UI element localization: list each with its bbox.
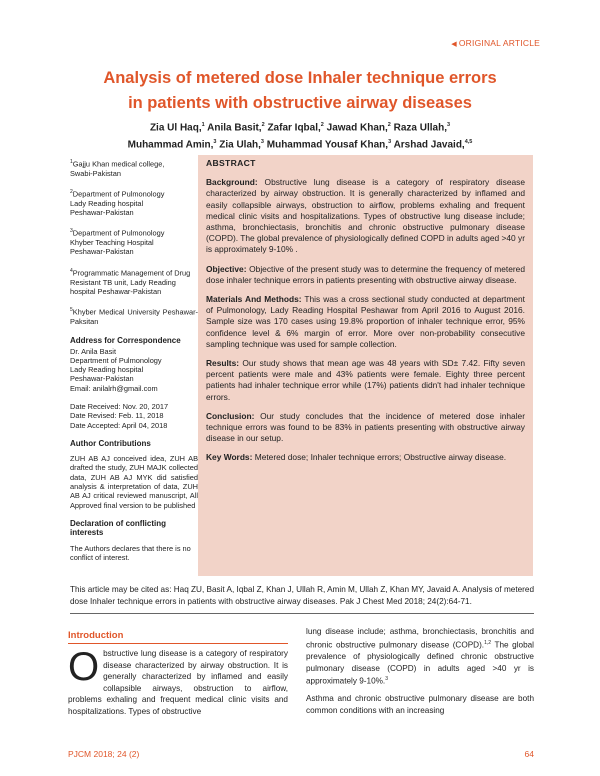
section-label: Background: bbox=[206, 177, 258, 188]
author-sup: 3 bbox=[446, 122, 451, 128]
abstract-results bbox=[206, 358, 525, 403]
author: Muhammad Yousaf Khan, bbox=[266, 139, 389, 151]
section-text: Obstructive lung disease is a category of respiratory disease characterized by airway obstruction. It is generally characterized by inflamed and easily collapsible airways, obstruction to airflow, problems exhaling and frequent medical clinic visits and hospitalizations. Types of obstructive lung disease include; asthma, bronchiectasis, bronchitis and chronic obstructive pulmonary disease (COPD). The global prevalence of physiologically defined COPD in adults aged >40 yr is approximately 9-10% . bbox=[206, 177, 525, 255]
author: Arshad Javaid, bbox=[393, 139, 465, 151]
author-contributions bbox=[70, 439, 198, 510]
author: Zia Ulah, bbox=[219, 139, 261, 151]
author: Zafar Iqbal, bbox=[267, 122, 321, 134]
abstract-background bbox=[206, 177, 525, 255]
corr-email[interactable]: Email: anilalrh@gmail.com bbox=[70, 383, 158, 393]
intro-column-2 bbox=[306, 626, 534, 723]
date-received: Date Received: Nov. 20, 2017 bbox=[70, 401, 169, 411]
author-sup: 3 bbox=[213, 139, 217, 146]
author: Zia Ul Haq, bbox=[149, 122, 202, 134]
aff-line: Peshawar-Pakistan bbox=[70, 247, 134, 257]
author-sup: 4,5 bbox=[464, 139, 473, 146]
abstract-box bbox=[198, 155, 533, 576]
author-sup: 2 bbox=[261, 122, 265, 128]
section-label: Conclusion: bbox=[206, 410, 255, 421]
aff-line: Programmatic Management of Drug Resistant TB unit, Lady Reading hospital Peshawar-Pakistan bbox=[70, 268, 191, 296]
author-sup: 3 bbox=[260, 139, 264, 146]
affiliation bbox=[70, 188, 198, 217]
page-footer bbox=[68, 749, 534, 759]
ref-sup: 1,2 bbox=[484, 639, 492, 646]
page-number: 64 bbox=[524, 749, 534, 759]
conflict-text: The Authors declares that there is no conflict of interest. bbox=[70, 543, 191, 562]
author: Muhammad Amin, bbox=[127, 139, 214, 151]
section-text: This was a cross sectional study conducted at department of Pulmonology, Lady Reading Hospital Peshawar from April 2016 to August 2016. Sample size was 170 cases using 19.8% proportion of inhaler technique error, 95% confidence level & 6% margin of error. More over non-probability consecutive sampling technique was used for sample collection. bbox=[206, 294, 525, 349]
date-accepted: Date Accepted: April 04, 2018 bbox=[70, 420, 168, 430]
author: Anila Basit, bbox=[207, 122, 262, 134]
aff-sup: 4 bbox=[70, 267, 73, 274]
dates bbox=[70, 402, 198, 430]
affiliation bbox=[70, 306, 198, 326]
intro-text: lung disease include; asthma, bronchiectasis, bronchitis and chronic obstructive pulmonary disease (COPD). bbox=[306, 627, 534, 650]
journal-issue: PJCM 2018; 24 (2) bbox=[68, 749, 140, 759]
aff-sup: 2 bbox=[70, 189, 73, 196]
intro-paragraph: Asthma and chronic obstructive pulmonary disease are both common conditions with an increasing bbox=[306, 694, 534, 716]
author-line-1 bbox=[80, 118, 520, 135]
contributions-text: ZUH AB AJ conceived idea, ZUH AB drafted the study, ZUH MAJK collected data, ZUH AB AJ MYK did satisfied analysis & interpretation of data, ZUH AB AJ critical reviewed manuscript, All Approved final version to be published bbox=[70, 454, 198, 510]
affiliation bbox=[70, 158, 198, 178]
author: Jawad Khan, bbox=[326, 122, 388, 134]
author-sup: 2 bbox=[320, 122, 324, 128]
aff-line: Peshawar-Pakistan bbox=[70, 208, 134, 218]
drop-cap: O bbox=[68, 645, 100, 689]
aff-sup: 3 bbox=[70, 228, 73, 235]
citation: This article may be cited as: Haq ZU, Basit A, Iqbal Z, Khan J, Ullah R, Amin M, Ullah Z, Khan MY, Javaid A. Analysis of metered dose Inhaler technique errors in patients with obstructive airway diseases. Pak J Chest Med 2018; 24(2):64-71. bbox=[70, 584, 534, 614]
article-type-text: ORIGINAL ARTICLE bbox=[458, 38, 540, 48]
title-line-1: Analysis of metered dose Inhaler technique errors bbox=[103, 69, 497, 87]
intro-text: bstructive lung disease is a category of respiratory disease characterized by airway obstruction. It is generally characterized by inflamed and easily collapsible airways, obstruction to airflow, problems exhaling and frequent medical clinic visits and hospitalizations. Types of obstructive bbox=[68, 649, 288, 716]
section-label: Materials And Methods: bbox=[206, 294, 302, 305]
intro-column-1 bbox=[68, 645, 288, 718]
aff-sup: 5 bbox=[70, 307, 73, 314]
author-list bbox=[80, 118, 520, 153]
aff-line: Gajju Khan medical college, bbox=[72, 159, 165, 169]
aff-line: Department of Pulmonology bbox=[72, 228, 165, 238]
aff-line: Lady Reading hospital bbox=[70, 198, 144, 208]
article-type-label bbox=[451, 38, 540, 48]
section-text: Objective of the present study was to determine the frequency of metered dose inhaler technique errors in patients presenting with obstructive airway disease. bbox=[206, 263, 525, 285]
ref-sup: 3 bbox=[385, 676, 388, 683]
corr-line: Department of Pulmonology bbox=[70, 355, 162, 365]
aff-line: Department of Pulmonology bbox=[72, 189, 165, 199]
article-title bbox=[60, 66, 540, 116]
author-sup: 2 bbox=[387, 122, 391, 128]
abstract-title: ABSTRACT bbox=[206, 158, 256, 168]
aff-line: Khyber Medical University Peshawar-Paksitan bbox=[70, 307, 198, 326]
abstract-methods bbox=[206, 294, 525, 350]
aff-line: Swabi-Pakistan bbox=[70, 168, 121, 178]
contributions-heading: Author Contributions bbox=[70, 438, 151, 448]
author-sup: 1 bbox=[201, 122, 205, 128]
conflict-heading: Declaration of conflicting interests bbox=[70, 518, 167, 538]
conflict-declaration bbox=[70, 519, 198, 562]
date-revised: Date Revised: Feb. 11, 2018 bbox=[70, 411, 164, 421]
affiliation bbox=[70, 267, 198, 296]
abstract-objective bbox=[206, 264, 525, 286]
affiliation bbox=[70, 227, 198, 256]
section-label: Objective: bbox=[206, 263, 247, 274]
aff-sup: 1 bbox=[70, 159, 73, 165]
corr-line: Peshawar-Pakistan bbox=[70, 374, 134, 384]
corr-line: Lady Reading hospital bbox=[70, 365, 144, 375]
section-text: Our study concludes that the incidence of metered dose inhaler technique errors was found to be 83% in patients presenting with obstructive airway disease in our setup. bbox=[206, 410, 525, 444]
title-line-2: in patients with obstructive airway diseases bbox=[128, 94, 472, 112]
correspondence-heading: Address for Correspondence bbox=[70, 336, 181, 346]
author-line-2 bbox=[80, 135, 520, 152]
corr-line: Dr. Anila Basit bbox=[70, 346, 117, 356]
section-text: Metered dose; Inhaler technique errors; Obstructive airway disease. bbox=[252, 452, 507, 463]
author-sup: 3 bbox=[388, 139, 392, 146]
author: Raza Ullah, bbox=[393, 122, 447, 134]
left-arrow-icon: ◀ bbox=[451, 41, 457, 48]
introduction-heading: Introduction bbox=[68, 630, 288, 644]
sidebar bbox=[70, 158, 198, 571]
abstract-keywords bbox=[206, 452, 525, 463]
correspondence bbox=[70, 336, 198, 393]
section-label: Results: bbox=[206, 358, 240, 369]
intro-paragraph bbox=[306, 626, 534, 687]
section-text: Our study shows that mean age was 48 years with SD± 7.42. Fifty seven percent patients were male and 43% patients were female. Eighty three percent patients had inhaler technique error while (17%) patients didn't had inhaler technique errors. bbox=[206, 358, 525, 402]
abstract-conclusion bbox=[206, 411, 525, 445]
section-label: Key Words: bbox=[206, 452, 253, 463]
aff-line: Khyber Teaching Hospital bbox=[70, 238, 154, 248]
intro-text: The global prevalence of physiologically defined chronic obstructive pulmonary disease (COPD) in adults aged >40 yr is approximately 9-10%. bbox=[306, 640, 534, 686]
